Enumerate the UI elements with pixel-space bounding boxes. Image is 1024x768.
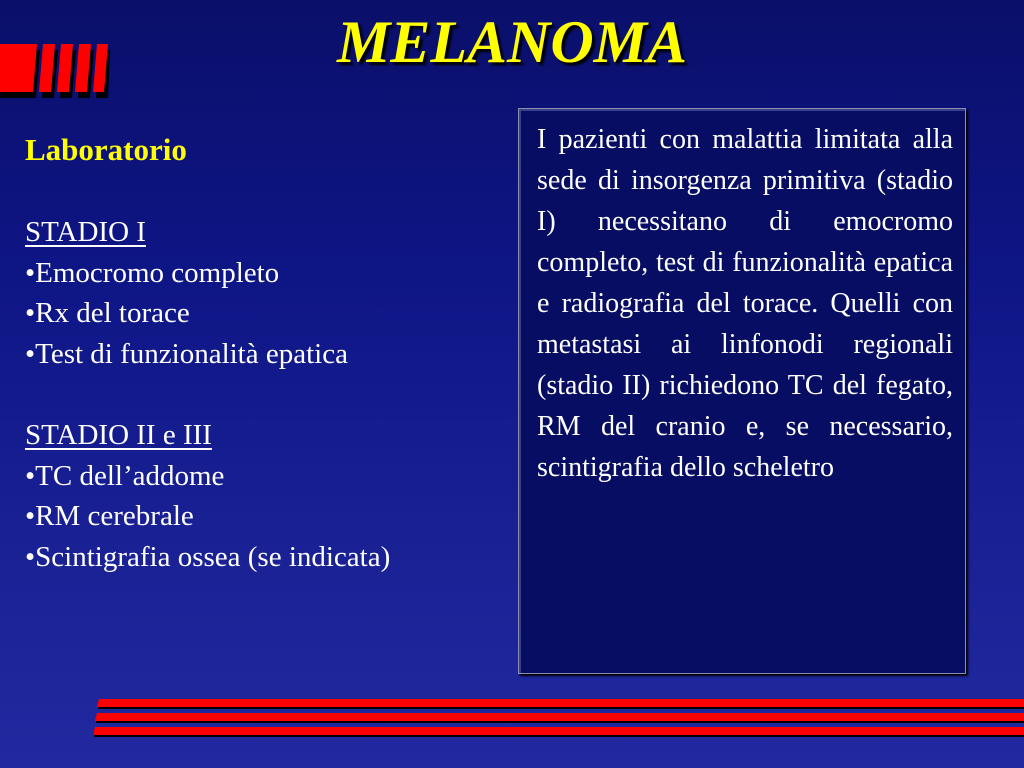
list-item: •Rx del torace [25,297,190,329]
info-box [518,108,966,674]
stage1-list [25,253,515,375]
list-item: •Scintigrafia ossea (se indicata) [25,540,391,573]
list-item: •TC dell’addome [25,459,225,492]
info-text: I pazienti con malattia limitata alla sede di insorgenza primitiva (stadio I) necessitano di emocromo completo, test di funzionalità epatica e radiografia del torace. Quelli con metastasi ai linfonodi regionali (stadio II) richiedono TC del fegato, RM del cranio e, se necessario, scintigrafia dello scheletro [537,124,953,483]
stage2-heading: STADIO II e III [25,419,212,451]
lab-column [25,128,515,577]
list-item: •Emocromo completo [25,256,280,289]
spacer [25,374,515,415]
stage2-list [25,456,515,578]
list-item: •Test di funzionalità epatica [25,337,348,370]
bottom-stripes [94,698,1024,740]
section-title: Laboratorio [25,132,187,167]
stage1-heading: STADIO I [25,216,146,248]
list-item: •RM cerebrale [25,500,194,532]
slide-title: MELANOMA [336,9,688,75]
